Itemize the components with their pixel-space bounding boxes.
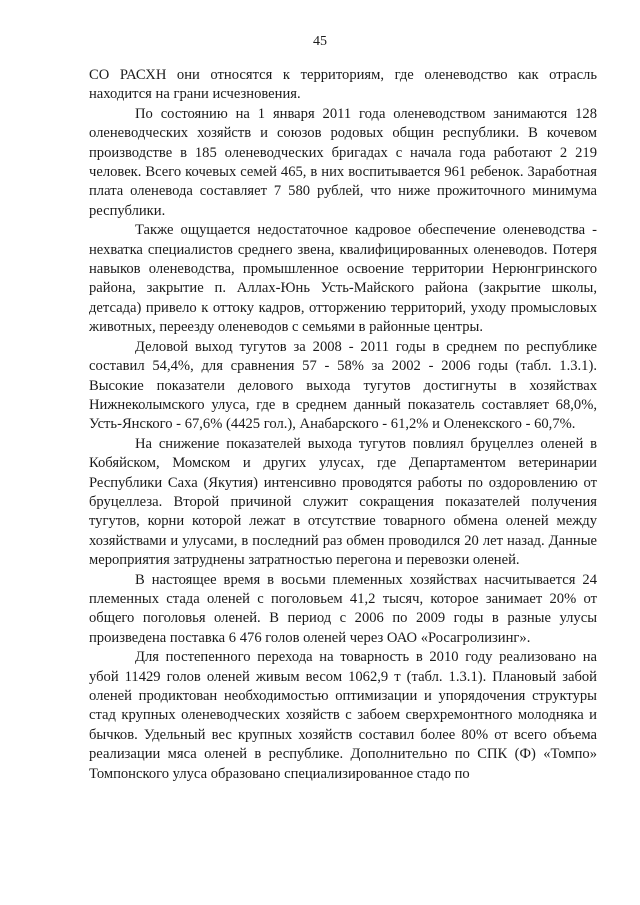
- page-number: 45: [313, 34, 327, 49]
- paragraph: В настоящее время в восьми племенных хозяйствах насчитывается 24 племенных стада оленей с поголовьем 41,2 тысяч, которое занимает 20% от общего поголовья оленей. В период с 2006 по 2009 годы в разные улусы произведена поставка 6 476 голов оленей через ОАО «Росагролизинг».: [89, 571, 597, 646]
- paragraph: По состоянию на 1 января 2011 года оленеводством занимаются 128 оленеводческих хозяйств и союзов родовых общин республики. В кочевом производстве в 185 оленеводческих бригадах с начала года работают 2 219 человек. Всего кочевых семей 465, в них воспитывается 961 ребенок. Заработная плата оленевода составляет 7 580 рублей, что ниже прожиточного минимума республики.: [89, 105, 597, 219]
- paragraph: Деловой выход тугутов за 2008 - 2011 годы в среднем по республике составил 54,4%, для сравнения 57 - 58% за 2002 - 2006 годы (табл. 1.3.1). Высокие показатели делового выхода тугутов достигнуты в хозяйствах Нижнеколымского улуса, где в среднем данный показатель составляет 68,0%, Усть-Янского - 67,6% (4425 гол.), Анабарского - 61,2% и Оленекского - 60,7%.: [89, 338, 597, 433]
- paragraph: На снижение показателей выхода тугутов повлиял бруцеллез оленей в Кобяйском, Момском и других улусах, где Департаментом ветеринарии Республики Саха (Якутия) интенсивно проводятся работы по оздоровлению от бруцеллеза. Второй причиной служит сокращения показателей получения тугутов, корни которой лежат в отсутствие товарного обмена оленей между хозяйствами и улусами, в последний раз обмен проводился 20 лет назад. Данные мероприятия затруднены затратностью перегона и перевозки оленей.: [89, 435, 597, 569]
- paragraph: Для постепенного перехода на товарность в 2010 году реализовано на убой 11429 голов оленей живым весом 1062,9 т (табл. 1.3.1). Плановый забой оленей продиктован необходимостью оптимизации и упорядочения структуры стад крупных оленеводческих хозяйств с забоем сверхремонтного молодняка и бычков. Удельный вес крупных хозяйств составил более 80% от всего объема реализации мяса оленей в республике. Дополнительно по СПК (Ф) «Томпо» Томпонского улуса образовано специализированное стадо по: [89, 649, 597, 782]
- paragraph: Также ощущается недостаточное кадровое обеспечение оленеводства - нехватка специалистов среднего звена, квалифицированных оленеводов. Потеря навыков оленеводства, промышленное освоение территории Нерюнгринского района, закрытие п. Аллах-Юнь Усть-Майского района (закрытие школы, детсада) привело к оттоку кадров, отторжению территорий, уходу промысловых животных, переезду оленеводов с семьями в районные центры.: [89, 222, 597, 336]
- paragraph-continued: СО РАСХН они относятся к территориям, где оленеводство как отрасль находится на грани исчезновения.: [89, 67, 597, 103]
- document-body: [89, 66, 597, 784]
